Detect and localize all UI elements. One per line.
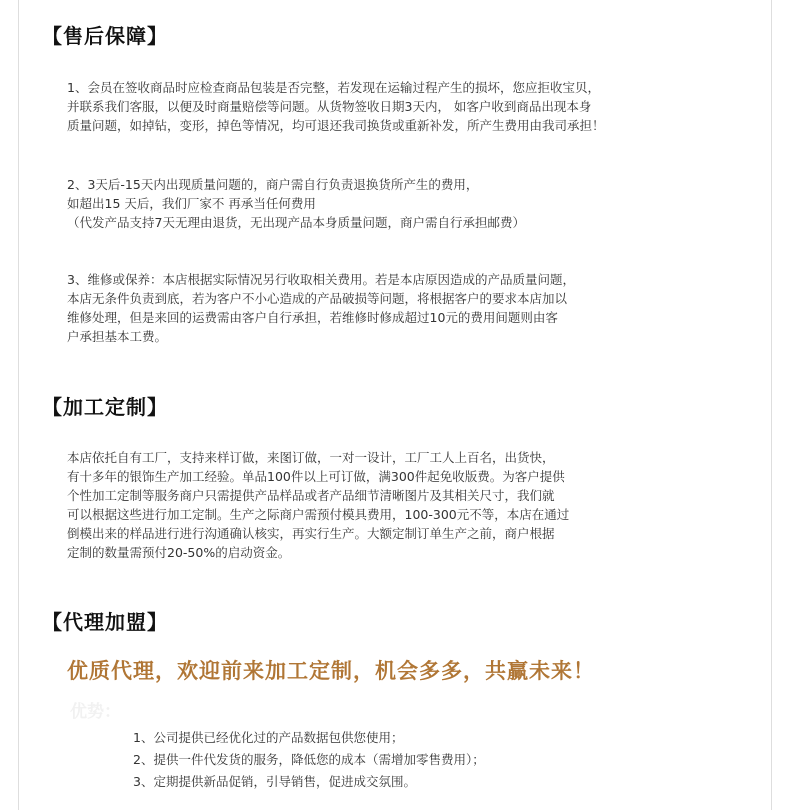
list-item: 2、提供一件代发货的服务，降低您的成本（需增加零售费用）； [133, 752, 485, 767]
list-item: 3、定期提供新品促销，引导销售，促进成交氛围。 [133, 774, 416, 789]
text-line: 如超出15 天后，我们厂家不 再承当任何费用 [67, 196, 316, 211]
after-sales-paragraph-2 [67, 175, 737, 232]
text-line: 并联系我们客服，以便及时商量赔偿等问题。从货物签收日期3天内， 如客户收到商品出现本身 [67, 99, 592, 114]
text-line: 本店无条件负责到底，若为客户不小心造成的产品破损等问题，将根据客户的要求本店加以 [67, 291, 568, 306]
text-line: 2、3天后-15天内出现质量问题的，商户需自行负责退换货所产生的费用， [67, 177, 479, 192]
text-line: 个性加工定制等服务商户只需提供产品样品或者产品细节清晰图片及其相关尺寸，我们就 [67, 488, 555, 503]
advantage-watermark: 优势： [70, 702, 121, 722]
list-item: 1、公司提供已经优化过的产品数据包供您使用； [133, 730, 404, 745]
agent-benefits-list [133, 727, 485, 793]
text-line: 可以根据这些进行加工定制。生产之际商户需预付模具费用，100-300元不等，本店在通过 [67, 507, 570, 522]
text-line: （代发产品支持7天无理由退货，无出现产品本身质量问题，商户需自行承担邮费） [67, 215, 525, 230]
text-line: 定制的数量需预付20-50%的启动资金。 [67, 545, 291, 560]
text-line: 有十多年的银饰生产加工经验。单品100件以上可订做，满300件起免收版费。为客户提供 [67, 469, 565, 484]
section-heading-after-sales: 【售后保障】 [42, 24, 168, 48]
text-line: 倒模出来的样品进行进行沟通确认核实，再实行生产。大额定制订单生产之前，商户根据 [67, 526, 555, 541]
custom-paragraph [67, 448, 737, 562]
text-line: 维修处理，但是来回的运费需由客户自行承担，若维修时修成超过10元的费用间题则由客 [67, 310, 558, 325]
text-line: 3、维修或保养：本店根据实际情况另行收取相关费用。若是本店原因造成的产品质量问题， [67, 272, 575, 287]
after-sales-paragraph-1 [67, 78, 737, 135]
text-line: 质量问题，如掉钻，变形，掉色等情况，均可退还我司换货或重新补发，所产生费用由我司承担！ [67, 118, 605, 133]
after-sales-paragraph-3 [67, 270, 737, 346]
text-line: 本店依托自有工厂，支持来样订做，来图订做，一对一设计，工厂工人上百名，出货快， [67, 450, 555, 465]
section-heading-custom: 【加工定制】 [42, 395, 168, 419]
text-line: 户承担基本工费。 [67, 329, 168, 344]
agent-slogan: 优质代理，欢迎前来加工定制，机会多多，共赢未来！ [67, 659, 595, 683]
section-heading-agent: 【代理加盟】 [42, 610, 168, 634]
text-line: 1、会员在签收商品时应检查商品包装是否完整，若发现在运输过程产生的损坏，您应拒收宝贝， [67, 80, 600, 95]
